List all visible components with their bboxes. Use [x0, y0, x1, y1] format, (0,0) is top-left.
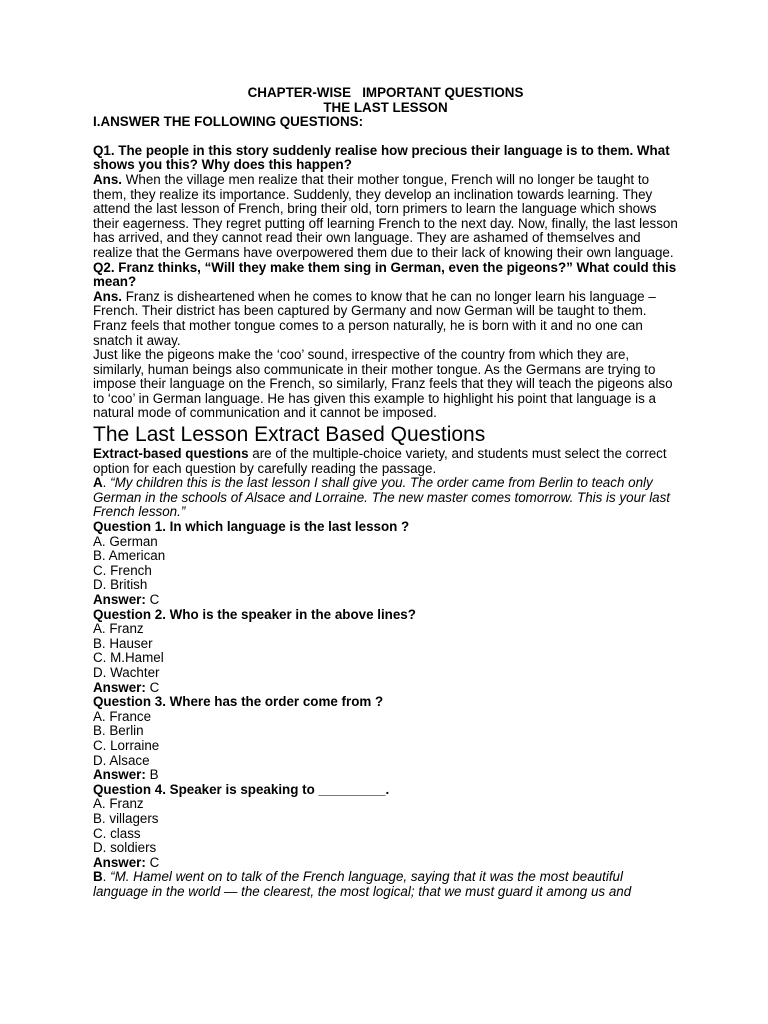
- extract-a-text: “My children this is the last lesson I shall give you. The order came from Berlin to teach only German in the schools of Alsace and Lorraine. The new master comes tomorrow. This is your last French lesson.”: [93, 475, 671, 520]
- answer-value: C: [145, 854, 160, 870]
- extract-a: [93, 476, 678, 520]
- answer-label: Answer:: [93, 767, 146, 783]
- q1-ans-text: When the village men realize that their mother tongue, French will no longer be taught to them, they realize its importance. Suddenly, they develop an inclination towards learning. They attend the last lesson of French, bring their old, torn primers to learn the language which shows their eagerness. They regret putting off learning French to the next day. Now, finally, the last lesson has arrived, and they cannot read their own language. They are ashamed of themselves and realize that the Germans have overpowered them due to their lack of knowing their own language.: [93, 171, 678, 260]
- question-list: [93, 520, 678, 870]
- q2-question: Q2. Franz thinks, “Will they make them sing in German, even the pigeons?” What could this mean?: [93, 259, 677, 290]
- option: A. France: [93, 708, 152, 724]
- extract-intro-text: are of the multiple-choice variety, and students must select the correct option for each question by carefully reading the passage.: [93, 446, 667, 476]
- q2-ans-label: Ans.: [93, 288, 123, 304]
- question-block: [93, 520, 678, 608]
- extract-b-sep: .: [102, 869, 111, 885]
- answer-line: [93, 768, 678, 783]
- option: B. Berlin: [93, 723, 144, 739]
- option: C. M.Hamel: [93, 650, 164, 666]
- answer-line: [93, 681, 678, 696]
- question-block: [93, 695, 678, 783]
- chapter-title: THE LAST LESSON: [323, 99, 448, 115]
- q1-ans-label: Ans.: [93, 171, 123, 187]
- answer-label: Answer:: [93, 854, 146, 870]
- question-text: Question 4. Speaker is speaking to _________.: [93, 781, 390, 797]
- option: C. class: [93, 825, 141, 841]
- extract-intro: [93, 447, 678, 476]
- q1-answer: [93, 173, 678, 261]
- extract-b-text: “M. Hamel went on to talk of the French language, saying that it was the most beautiful language in the world — the clearest, the most logical; that we must guard it among us and: [93, 869, 632, 899]
- answer-label: Answer:: [93, 679, 146, 695]
- question-text: Question 1. In which language is the last lesson ?: [93, 519, 410, 535]
- q2-ans-text: Franz is disheartened when he comes to know that he can no longer learn his language – French. Their district has been captured by Germany and now German will be taught to them. Franz feels that mother tongue comes to a person naturally, he is born with it and no one can snatch it away.: [93, 288, 656, 348]
- question-block: [93, 783, 678, 871]
- option: D. Wachter: [93, 664, 160, 680]
- option: A. German: [93, 533, 158, 549]
- answer-value: B: [145, 767, 159, 783]
- section-instruction: I.ANSWER THE FOLLOWING QUESTIONS:: [93, 114, 364, 130]
- option: B. villagers: [93, 810, 159, 826]
- option: C. French: [93, 562, 152, 578]
- question-block: [93, 608, 678, 696]
- answer-value: C: [145, 679, 160, 695]
- q2-answer-continued: Just like the pigeons make the ‘coo’ sound, irrespective of the country from which they are, similarly, human beings also communicate in their mother tongue. As the Germans are trying to impose their language on the French, so similarly, Franz feels that they will teach the pigeons also to ‘coo’ in German language. He has given this example to highlight his point that language is a natural mode of communication and it cannot be imposed.: [93, 347, 673, 421]
- option: B. Hauser: [93, 635, 153, 651]
- option: B. American: [93, 548, 166, 564]
- question-text: Question 2. Who is the speaker in the above lines?: [93, 606, 416, 622]
- option: D. Alsace: [93, 752, 150, 768]
- header-title: CHAPTER-WISE IMPORTANT QUESTIONS: [247, 85, 524, 100]
- answer-line: [93, 593, 678, 608]
- extract-section-title: The Last Lesson Extract Based Questions: [93, 423, 486, 447]
- answer-label: Answer:: [93, 592, 146, 607]
- spacer: [93, 130, 678, 144]
- extract-a-sep: .: [102, 475, 111, 491]
- q1-question: Q1. The people in this story suddenly realise how precious their language is to them. What shows you this? Why does this happen?: [93, 142, 670, 173]
- extract-a-label: A: [93, 475, 103, 491]
- option: A. Franz: [93, 621, 144, 637]
- option: C. Lorraine: [93, 737, 160, 753]
- extract-b: [93, 870, 678, 899]
- option: D. British: [93, 577, 148, 593]
- answer-value: C: [145, 592, 160, 607]
- document-page: [93, 86, 678, 899]
- extract-intro-bold: Extract-based questions: [93, 446, 249, 462]
- option: D. soldiers: [93, 840, 157, 856]
- option: A. Franz: [93, 796, 144, 812]
- answer-line: [93, 856, 678, 871]
- extract-b-label: B: [93, 869, 103, 885]
- q2-answer: [93, 290, 678, 348]
- question-text: Question 3. Where has the order come from ?: [93, 694, 384, 710]
